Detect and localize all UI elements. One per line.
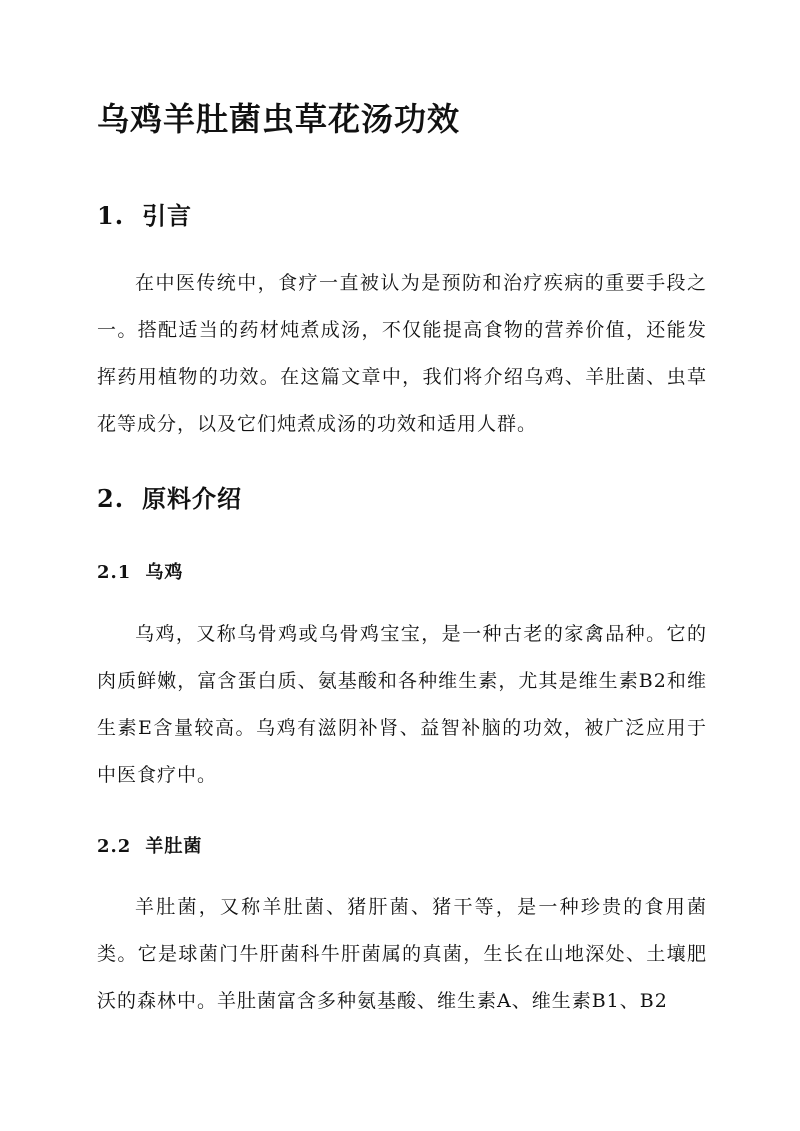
section-number: 2. bbox=[97, 484, 125, 513]
subsection-number: 2.1 bbox=[97, 562, 132, 583]
section-title: 引言 bbox=[142, 201, 193, 230]
subsection-heading-black-chicken bbox=[97, 558, 183, 584]
subsection-heading-morel bbox=[97, 832, 202, 858]
section-number: 1. bbox=[97, 201, 125, 230]
section-title: 原料介绍 bbox=[142, 484, 243, 513]
subsection-title: 羊肚菌 bbox=[145, 836, 203, 857]
section-heading-ingredients bbox=[97, 479, 242, 514]
morel-paragraph: 羊肚菌，又称羊肚菌、猪肝菌、猪干等，是一种珍贵的食用菌类。它是球菌门牛肝菌科牛肝菌属的真菌，生长在山地深处、土壤肥沃的森林中。羊肚菌富含多种氨基酸、维生素A、维生素B1、B2 bbox=[97, 896, 707, 1012]
subsection-title: 乌鸡 bbox=[145, 562, 184, 583]
section-heading-introduction bbox=[97, 196, 192, 231]
introduction-paragraph: 在中医传统中，食疗一直被认为是预防和治疗疾病的重要手段之一。搭配适当的药材炖煮成汤，不仅能提高食物的营养价值，还能发挥药用植物的功效。在这篇文章中，我们将介绍乌鸡、羊肚菌、虫草花等成分，以及它们炖煮成汤的功效和适用人群。 bbox=[97, 272, 707, 435]
page-title: 乌鸡羊肚菌虫草花汤功效 bbox=[97, 100, 461, 138]
subsection-number: 2.2 bbox=[97, 836, 132, 857]
black-chicken-paragraph: 乌鸡，又称乌骨鸡或乌骨鸡宝宝，是一种古老的家禽品种。它的肉质鲜嫩，富含蛋白质、氨基酸和各种维生素，尤其是维生素B2和维生素E含量较高。乌鸡有滋阴补肾、益智补脑的功效，被广泛应用于中医食疗中。 bbox=[97, 623, 707, 786]
